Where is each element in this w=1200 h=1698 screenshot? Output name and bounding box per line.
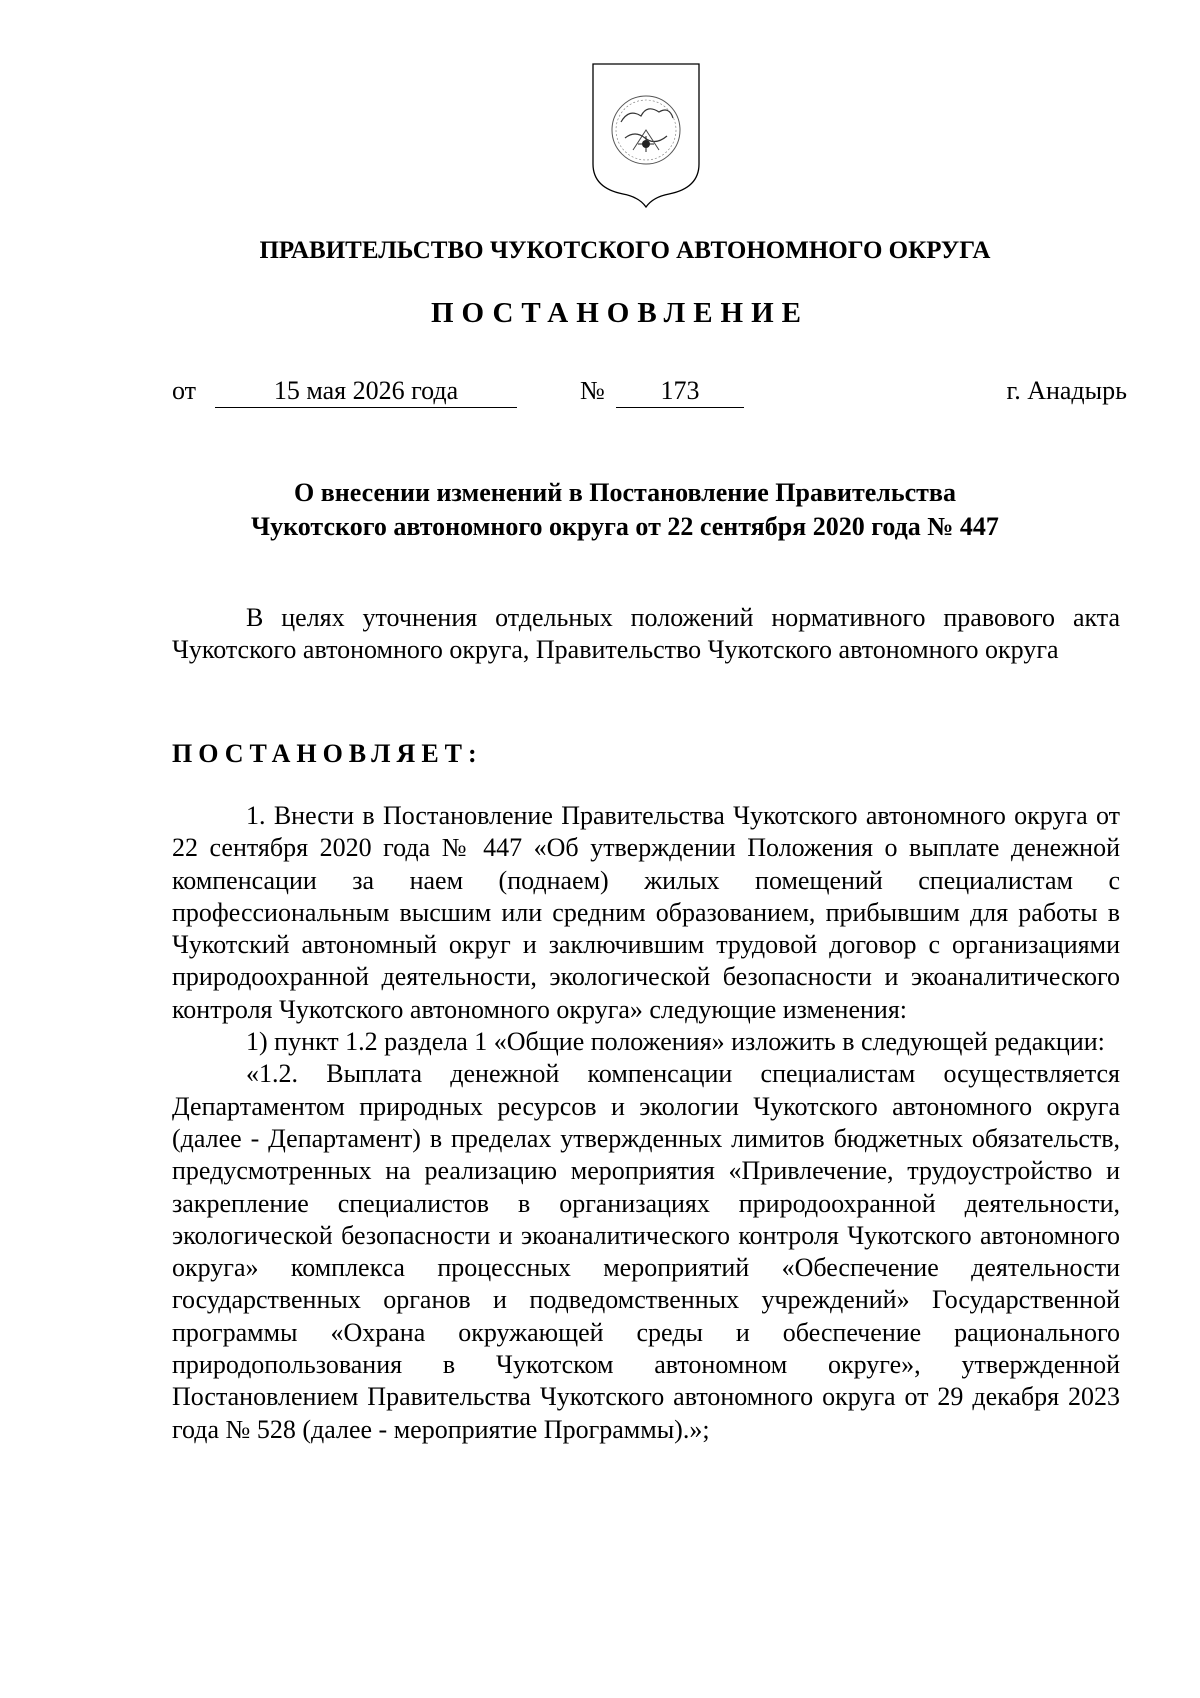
body-paragraph-2: 1) пункт 1.2 раздела 1 «Общие положения» изложить в следующей редакции: [246,1027,1105,1057]
number-sign: № [580,376,605,405]
document-number: 173 [616,376,744,408]
document-subject [0,476,1200,544]
document-requisites [172,376,1127,412]
subject-line-2: Чукотского автономного округа от 22 сентября 2020 года № 447 [251,512,999,541]
coat-of-arms-emblem [589,60,703,210]
document-date: 15 мая 2026 года [215,376,517,408]
document-body [172,800,1120,1446]
document-type-title: ПОСТАНОВЛЕНИЕ [430,297,809,329]
body-paragraph-3: «1.2. Выплата денежной компенсации специалистам осуществляется Департаментом природных ресурсов и экологии Чукотского автономного округа (далее - Департамент) в пределах утвержденных лимитов бюджетных обязательств, предусмотренных на реализацию мероприятия «Привлечение, трудоустройство и закрепление специалистов в организациях природоохранной деятельности, экологической безопасности и экоаналитического контроля Чукотского автономного округа» комплекса процессных мероприятий «Обеспечение деятельности государственных органов и подведомственных учреждений» Государственной программы «Охрана окружающей среды и обеспечение рационального природопользования в Чукотском автономном округе», утвержденной Постановлением Правительства Чукотского автономного округа от 29 декабря 2023 года № 528 (далее - мероприятие Программы).»; [172,1059,1120,1444]
subject-line-1: О внесении изменений в Постановление Правительства [294,478,956,507]
body-paragraph-1: 1. Внести в Постановление Правительства Чукотского автономного округа от 22 сентября 2020 года № 447 «Об утверждении Положения о выплате денежной компенсации за наем (поднаем) жилых помещений специалистам с профессиональным высшим или средним образованием, прибывшим для работы в Чукотский автономный округ и заключившим трудовой договор с организациями природоохранной деятельности, экологической безопасности и экоаналитического контроля Чукотского автономного округа» следующие изменения: [172,801,1120,1024]
decree-word: ПОСТАНОВЛЯЕТ: [172,739,483,768]
preamble-paragraph: В целях уточнения отдельных положений нормативного правового акта Чукотского автономного округа, Правительство Чукотского автономного округа [172,603,1120,665]
document-city: г. Анадырь [1006,376,1127,405]
organization-title: ПРАВИТЕЛЬСТВО ЧУКОТСКОГО АВТОНОМНОГО ОКРУГА [259,237,991,264]
preamble [172,602,1120,667]
date-prefix: от [172,376,197,405]
